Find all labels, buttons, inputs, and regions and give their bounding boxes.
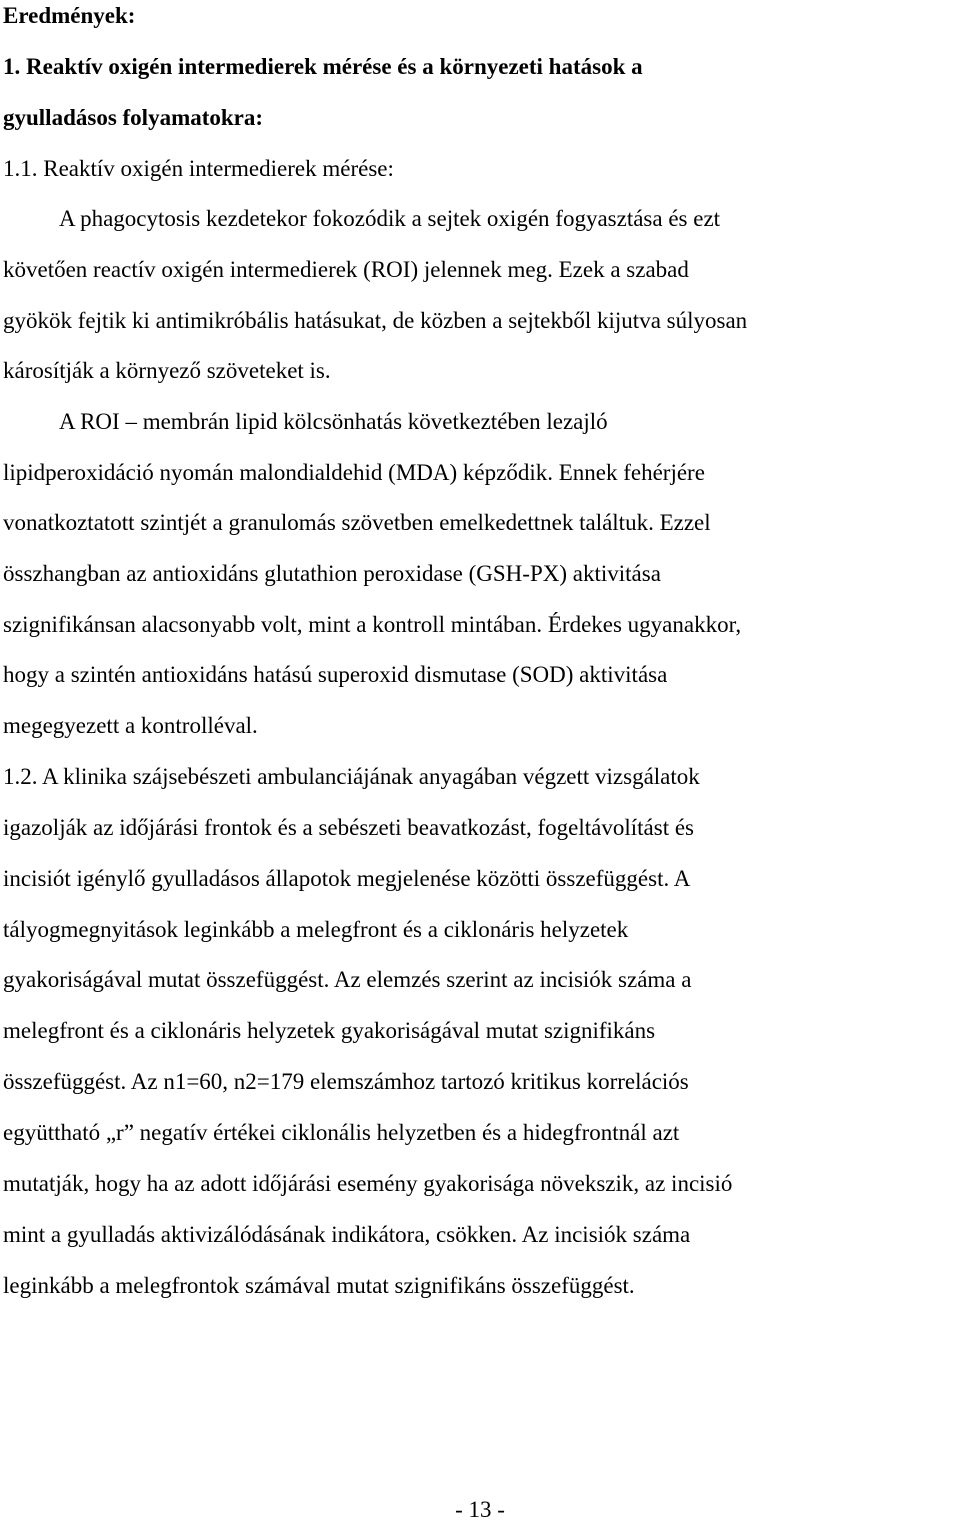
- page-number: - 13 -: [455, 1497, 505, 1522]
- paragraph-line: szignifikánsan alacsonyabb volt, mint a kontroll mintában. Érdekes ugyanakkor,: [3, 612, 742, 637]
- paragraph-line: összefüggést. Az n1=60, n2=179 elemszámhoz tartozó kritikus korrelációs: [3, 1069, 689, 1094]
- paragraph-line: leginkább a melegfrontok számával mutat szignifikáns összefüggést.: [3, 1273, 635, 1298]
- paragraph-line: vonatkoztatott szintjét a granulomás szövetben emelkedettnek találtuk. Ezzel: [3, 510, 711, 535]
- paragraph-line: gyakoriságával mutat összefüggést. Az elemzés szerint az incisiók száma a: [3, 967, 692, 992]
- paragraph-line: incisiót igénylő gyulladásos állapotok megjelenése közötti összefüggést. A: [3, 866, 691, 891]
- paragraph-line: mint a gyulladás aktivizálódásának indikátora, csökken. Az incisiók száma: [3, 1222, 691, 1247]
- paragraph-line: mutatják, hogy ha az adott időjárási esemény gyakorisága növekszik, az incisió: [3, 1171, 733, 1196]
- paragraph-line: melegfront és a ciklonáris helyzetek gyakoriságával mutat szignifikáns: [3, 1018, 656, 1043]
- paragraph-line: lipidperoxidáció nyomán malondialdehid (MDA) képződik. Ennek fehérjére: [3, 460, 705, 485]
- paragraph-line: tályogmegnyitások leginkább a melegfront és a ciklonáris helyzetek: [3, 917, 629, 942]
- paragraph-line: igazolják az időjárási frontok és a sebészeti beavatkozást, fogeltávolítást és: [3, 815, 695, 840]
- subsection-1-2-line: 1.2. A klinika szájsebészeti ambulanciájának anyagában végzett vizsgálatok: [3, 764, 700, 789]
- paragraph-line: károsítják a környező szöveteket is.: [3, 358, 331, 383]
- paragraph-line: gyökök fejtik ki antimikróbális hatásukat, de közben a sejtekből kijutva súlyosan: [3, 308, 748, 333]
- paragraph-line: A phagocytosis kezdetekor fokozódik a sejtek oxigén fogyasztása és ezt: [59, 206, 721, 231]
- section-1-heading-line-2: gyulladásos folyamatokra:: [3, 105, 264, 130]
- paragraph-line: A ROI – membrán lipid kölcsönhatás következtében lezajló: [59, 409, 608, 434]
- subsection-1-1-title: 1.1. Reaktív oxigén intermedierek mérése:: [3, 156, 394, 181]
- results-heading: Eredmények:: [3, 3, 136, 28]
- section-1-heading-line-1: 1. Reaktív oxigén intermedierek mérése és a környezeti hatások a: [3, 54, 643, 79]
- paragraph-line: követően reactív oxigén intermedierek (ROI) jelennek meg. Ezek a szabad: [3, 257, 689, 282]
- paragraph-line: hogy a szintén antioxidáns hatású superoxid dismutase (SOD) aktivitása: [3, 662, 668, 687]
- paragraph-line: együttható „r” negatív értékei ciklonális helyzetben és a hidegfrontnál azt: [3, 1120, 680, 1145]
- paragraph-line: megegyezett a kontrolléval.: [3, 713, 258, 738]
- paragraph-line: összhangban az antioxidáns glutathion peroxidase (GSH-PX) aktivitása: [3, 561, 661, 586]
